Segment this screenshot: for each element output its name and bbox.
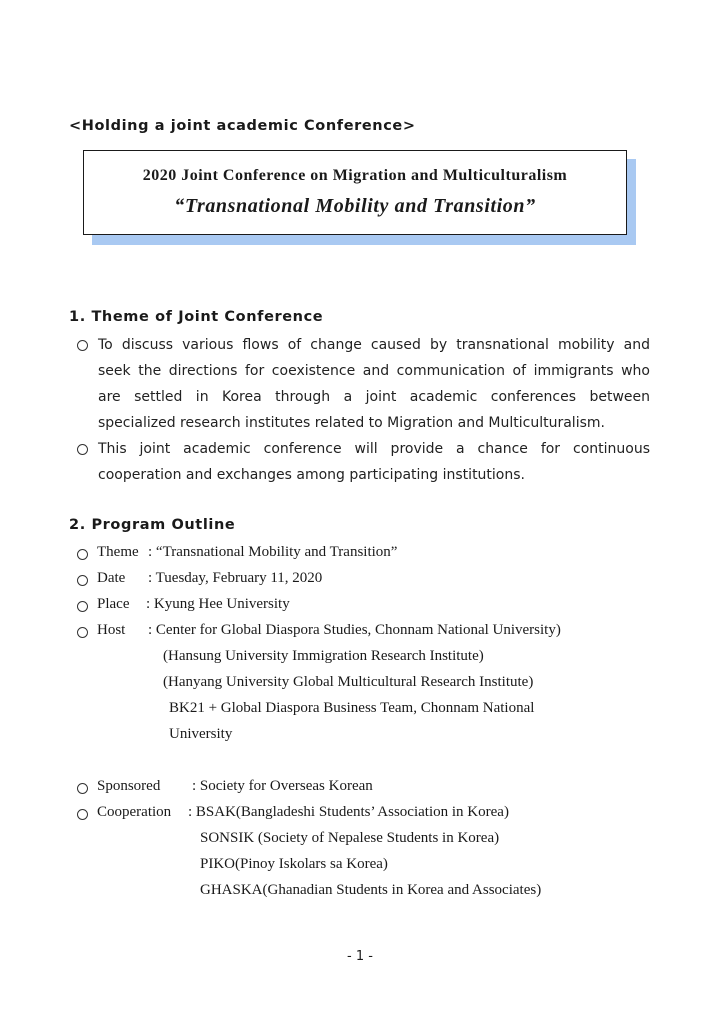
theme-value: : “Transnational Mobility and Transition” [148,544,398,560]
cooperation-label: Cooperation [97,804,172,820]
paragraph-line: cooperation and exchanges among participating institutions. [98,467,525,483]
section-1-paragraph-2 [98,440,650,492]
paragraph-line: seek the directions for coexistence and communication of immigrants who [98,363,650,379]
cooperation-line: : BSAK(Bangladeshi Students’ Association in Korea) [188,804,509,820]
date-value: : Tuesday, February 11, 2020 [148,570,323,586]
host-line: University [169,726,233,742]
theme-label: Theme [97,544,139,560]
cooperation-line: SONSIK (Society of Nepalese Students in Korea) [200,830,500,846]
bullet-circle-icon [77,575,88,586]
paragraph-line: are settled in Korea through a joint academic conferences between [98,389,650,405]
cooperation-line: PIKO(Pinoy Iskolars sa Korea) [200,856,388,872]
host-label: Host [97,622,126,638]
bullet-circle-icon [77,601,88,612]
date-label: Date [97,570,126,586]
paragraph-line: This joint academic conference will provide a chance for continuous [98,441,650,457]
bullet-circle-icon [77,809,88,820]
host-line: : Center for Global Diaspora Studies, Chonnam National University) [148,622,561,638]
section-2-heading: 2. Program Outline [69,517,236,533]
conference-title: 2020 Joint Conference on Migration and Multiculturalism [142,167,568,184]
cooperation-line: GHASKA(Ghanadian Students in Korea and Associates) [200,882,542,898]
bullet-circle-icon [77,444,88,455]
sponsored-label: Sponsored [97,778,161,794]
document-header: <Holding a joint academic Conference> [69,118,416,134]
host-line: (Hanyang University Global Multicultural Research Institute) [163,674,534,690]
bullet-circle-icon [77,627,88,638]
bullet-circle-icon [77,340,88,351]
place-value: : Kyung Hee University [146,596,290,612]
place-label: Place [97,596,130,612]
paragraph-line: specialized research institutes related to Migration and Multiculturalism. [98,415,605,431]
title-box [83,150,627,235]
paragraph-line: To discuss various flows of change caused by transnational mobility and [98,337,650,353]
sponsored-value: : Society for Overseas Korean [192,778,373,794]
bullet-circle-icon [77,549,88,560]
section-1-paragraph-1 [98,336,650,440]
bullet-circle-icon [77,783,88,794]
conference-subtitle: “Transnational Mobility and Transition” [174,195,536,217]
host-line: (Hansung University Immigration Research Institute) [163,648,484,664]
host-line: BK21 + Global Diaspora Business Team, Chonnam National [169,700,535,716]
section-1-heading: 1. Theme of Joint Conference [69,309,324,325]
page-number: - 1 - [347,949,373,964]
